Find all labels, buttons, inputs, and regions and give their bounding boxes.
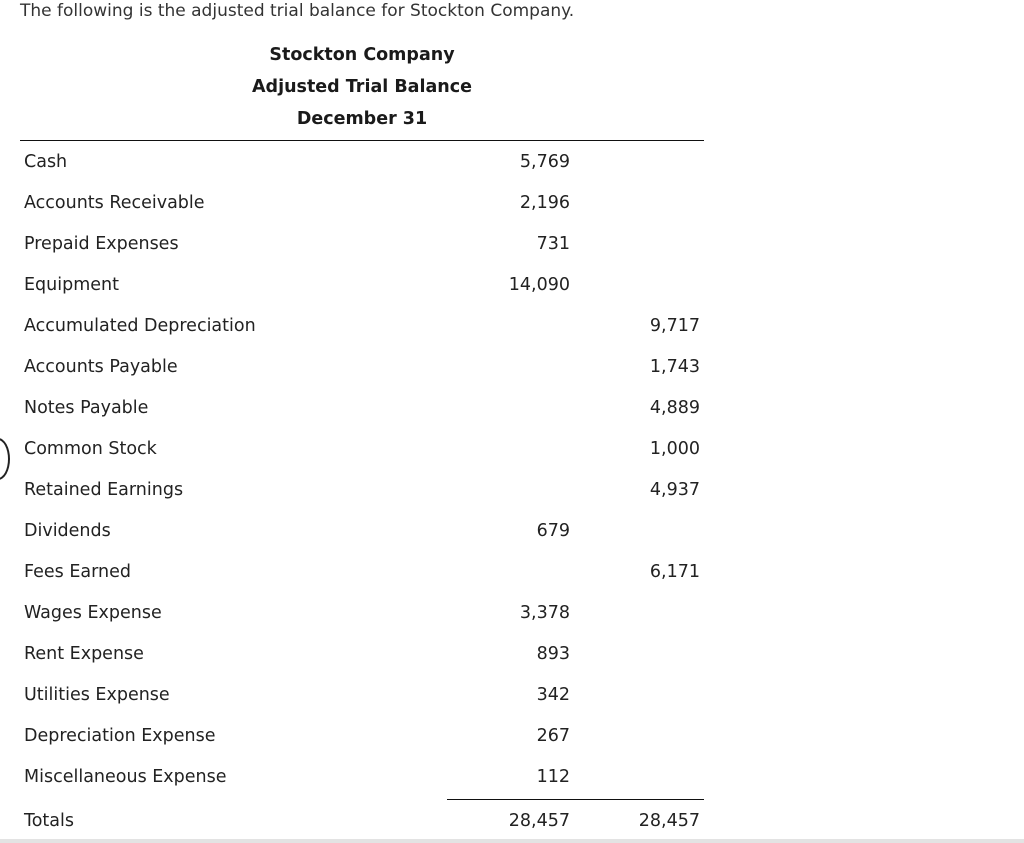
account-name: Accumulated Depreciation: [24, 316, 256, 336]
debit-amount: 679: [536, 521, 570, 541]
credit-amount: 9,717: [649, 316, 700, 336]
table-row: [20, 396, 704, 420]
account-name: Equipment: [24, 275, 119, 295]
table-row: [20, 355, 704, 379]
report-title: Adjusted Trial Balance: [252, 77, 472, 97]
totals-row: [20, 809, 704, 833]
credit-amount: 4,889: [649, 398, 700, 418]
account-name: Dividends: [24, 521, 111, 541]
table-row: [20, 560, 704, 584]
report-date: December 31: [296, 109, 428, 129]
debit-amount: 2,196: [519, 193, 570, 213]
table-row: [20, 232, 704, 256]
table-row: [20, 273, 704, 297]
intro-text: The following is the adjusted trial balance for Stockton Company.: [20, 1, 575, 21]
account-name: Accounts Payable: [24, 357, 178, 377]
table-row: [20, 724, 704, 748]
debit-amount: 3,378: [519, 603, 570, 623]
table-row: [20, 478, 704, 502]
table-row: [20, 601, 704, 625]
header-rule: [20, 140, 704, 141]
debit-amount: 14,090: [508, 275, 570, 295]
account-name: Depreciation Expense: [24, 726, 216, 746]
account-name: Utilities Expense: [24, 685, 170, 705]
company-name: Stockton Company: [269, 45, 455, 65]
credit-total: 28,457: [638, 811, 700, 831]
credit-amount: 1,743: [649, 357, 700, 377]
debit-amount: 112: [536, 767, 570, 787]
credit-amount: 4,937: [649, 480, 700, 500]
account-name: Wages Expense: [24, 603, 162, 623]
table-row: [20, 683, 704, 707]
account-name: Rent Expense: [24, 644, 144, 664]
account-name: Fees Earned: [24, 562, 131, 582]
table-row: [20, 314, 704, 338]
debit-total: 28,457: [508, 811, 570, 831]
totals-rule: [447, 799, 704, 800]
credit-amount: 1,000: [649, 439, 700, 459]
table-row: [20, 642, 704, 666]
debit-amount: 893: [536, 644, 570, 664]
debit-amount: 731: [536, 234, 570, 254]
account-name: Miscellaneous Expense: [24, 767, 227, 787]
account-name: Notes Payable: [24, 398, 149, 418]
account-name: Accounts Receivable: [24, 193, 205, 213]
table-row: [20, 437, 704, 461]
edge-circle-fragment: [0, 438, 10, 480]
account-name: Cash: [24, 152, 68, 172]
debit-amount: 342: [536, 685, 570, 705]
debit-amount: 267: [536, 726, 570, 746]
account-name: Prepaid Expenses: [24, 234, 179, 254]
table-row: [20, 191, 704, 215]
table-row: [20, 150, 704, 174]
account-name: Common Stock: [24, 439, 157, 459]
table-row: [20, 519, 704, 543]
bottom-shade: [0, 839, 1024, 843]
totals-label: Totals: [24, 811, 74, 831]
account-name: Retained Earnings: [24, 480, 184, 500]
credit-amount: 6,171: [649, 562, 700, 582]
debit-amount: 5,769: [519, 152, 570, 172]
table-row: [20, 765, 704, 789]
